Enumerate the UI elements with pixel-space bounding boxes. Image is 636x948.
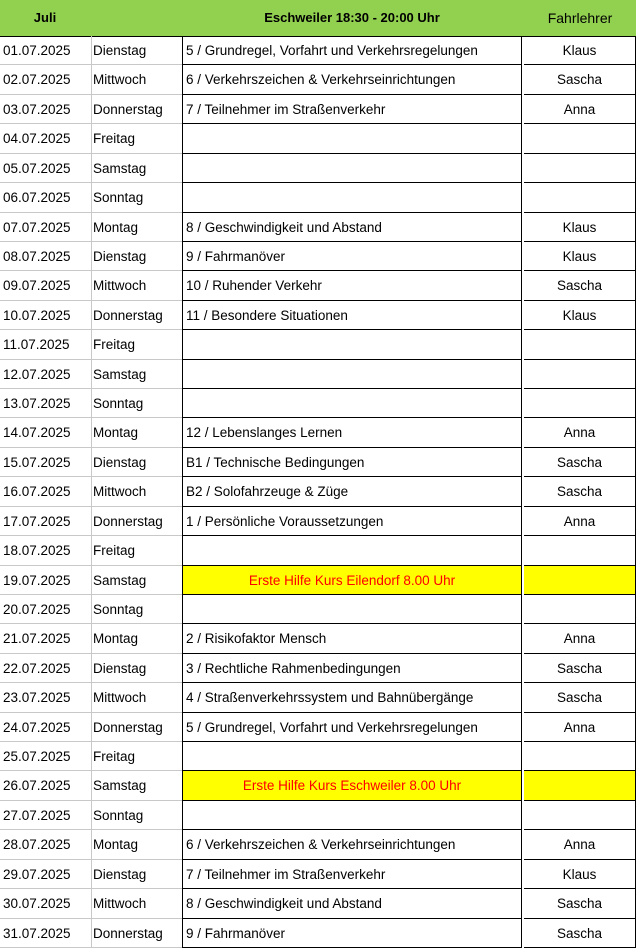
header-row [0,0,636,37]
topic-cell: 6 / Verkehrszeichen & Verkehrseinrichtungen [182,65,522,94]
table-row [0,624,636,653]
day-cell: Mittwoch [93,278,147,294]
teacher-cell: Sascha [524,477,636,506]
teacher-cell [524,801,636,830]
table-row [0,801,636,830]
date-cell: 16.07.2025 [3,484,71,500]
table-row [0,271,636,300]
teacher-cell [524,154,636,183]
topic-cell: 6 / Verkehrszeichen & Verkehrseinrichtungen [182,830,522,859]
date-cell: 02.07.2025 [3,72,71,88]
teacher-cell [524,124,636,153]
teacher-cell: Anna [524,624,636,653]
table-row [0,330,636,359]
date-cell: 27.07.2025 [3,807,71,823]
table-row [0,301,636,330]
table-row [0,889,636,918]
date-cell: 11.07.2025 [3,337,70,353]
date-cell: 18.07.2025 [3,543,71,559]
table-row [0,418,636,447]
location-header: Eschweiler 18:30 - 20:00 Uhr [264,10,440,25]
date-cell: 10.07.2025 [3,307,71,323]
teacher-cell: Sascha [524,889,636,918]
date-cell: 13.07.2025 [3,396,71,412]
topic-cell: B1 / Technische Bedingungen [182,448,522,477]
day-cell: Mittwoch [93,690,147,706]
table-row [0,448,636,477]
date-cell: 22.07.2025 [3,660,71,676]
day-cell: Samstag [93,572,147,588]
date-cell: 29.07.2025 [3,866,71,882]
table-row [0,771,636,800]
teacher-header: Fahrlehrer [547,10,613,26]
teacher-cell: Klaus [524,36,636,65]
topic-cell: Erste Hilfe Kurs Eilendorf 8.00 Uhr [182,566,522,595]
day-cell: Donnerstag [93,719,163,735]
day-cell: Freitag [93,543,136,559]
topic-cell: 10 / Ruhender Verkehr [182,271,522,300]
table-row [0,742,636,771]
day-cell: Donnerstag [93,925,163,941]
day-cell: Samstag [93,366,147,382]
table-row [0,860,636,889]
teacher-cell [524,771,636,800]
topic-cell: 5 / Grundregel, Vorfahrt und Verkehrsregelungen [182,36,522,65]
day-cell: Sonntag [93,807,144,823]
date-cell: 26.07.2025 [3,778,71,794]
date-cell: 12.07.2025 [3,366,71,382]
teacher-cell: Sascha [524,448,636,477]
table-row [0,566,636,595]
topic-cell [182,154,522,183]
table-row [0,213,636,242]
day-cell: Sonntag [93,190,144,206]
day-cell: Donnerstag [93,513,163,529]
table-row [0,65,636,94]
topic-cell: 7 / Teilnehmer im Straßenverkehr [182,860,522,889]
teacher-cell [524,330,636,359]
topic-cell: 4 / Straßenverkehrssystem und Bahnübergänge [182,683,522,712]
day-cell: Montag [93,631,139,647]
teacher-cell: Anna [524,830,636,859]
table-row [0,713,636,742]
topic-cell: 9 / Fahrmanöver [182,919,522,948]
teacher-cell: Sascha [524,271,636,300]
date-cell: 05.07.2025 [3,160,71,176]
date-cell: 21.07.2025 [3,631,71,647]
teacher-cell: Klaus [524,860,636,889]
day-cell: Donnerstag [93,307,163,323]
day-cell: Sonntag [93,601,144,617]
table-row [0,507,636,536]
date-cell: 08.07.2025 [3,248,71,264]
table-row [0,919,636,948]
date-cell: 07.07.2025 [3,219,71,235]
date-cell: 01.07.2025 [3,43,71,58]
table-row [0,389,636,418]
topic-cell: 3 / Rechtliche Rahmenbedingungen [182,654,522,683]
day-cell: Montag [93,837,139,853]
day-cell: Dienstag [93,248,147,264]
day-cell: Samstag [93,160,147,176]
table-row [0,183,636,212]
topic-cell [182,595,522,624]
topic-cell [182,124,522,153]
day-cell: Donnerstag [93,101,163,117]
table-row [0,124,636,153]
day-cell: Montag [93,219,139,235]
date-cell: 23.07.2025 [3,690,71,706]
table-row [0,477,636,506]
topic-cell: 9 / Fahrmanöver [182,242,522,271]
topic-cell: 11 / Besondere Situationen [182,301,522,330]
day-cell: Dienstag [93,43,147,58]
day-cell: Mittwoch [93,484,147,500]
date-cell: 20.07.2025 [3,601,71,617]
topic-cell: 5 / Grundregel, Vorfahrt und Verkehrsregelungen [182,713,522,742]
date-cell: 24.07.2025 [3,719,71,735]
date-cell: 14.07.2025 [3,425,71,441]
topic-cell: 2 / Risikofaktor Mensch [182,624,522,653]
date-cell: 19.07.2025 [3,572,71,588]
topic-cell: B2 / Solofahrzeuge & Züge [182,477,522,506]
date-cell: 06.07.2025 [3,190,71,206]
date-cell: 28.07.2025 [3,837,71,853]
teacher-cell: Anna [524,713,636,742]
topic-cell: Erste Hilfe Kurs Eschweiler 8.00 Uhr [182,771,522,800]
topic-cell: 12 / Lebenslanges Lernen [182,418,522,447]
teacher-cell [524,183,636,212]
day-cell: Mittwoch [93,896,147,912]
gridline [91,36,92,948]
topic-cell: 1 / Persönliche Voraussetzungen [182,507,522,536]
topic-cell: 8 / Geschwindigkeit und Abstand [182,213,522,242]
topic-cell [182,389,522,418]
teacher-cell [524,389,636,418]
teacher-cell: Klaus [524,301,636,330]
date-cell: 30.07.2025 [3,896,71,912]
table-row [0,95,636,124]
date-cell: 15.07.2025 [3,454,71,470]
teacher-cell [524,360,636,389]
topic-cell [182,536,522,565]
topic-cell: 8 / Geschwindigkeit und Abstand [182,889,522,918]
table-row [0,242,636,271]
topic-cell [182,183,522,212]
teacher-cell [524,566,636,595]
table-row [0,654,636,683]
day-cell: Freitag [93,131,136,147]
day-cell: Freitag [93,749,136,765]
day-cell: Dienstag [93,660,147,676]
date-cell: 31.07.2025 [3,925,71,941]
day-cell: Freitag [93,337,136,353]
teacher-cell: Anna [524,95,636,124]
day-cell: Dienstag [93,866,147,882]
teacher-cell [524,536,636,565]
date-cell: 25.07.2025 [3,749,71,765]
day-cell: Samstag [93,778,147,794]
teacher-cell: Sascha [524,919,636,948]
topic-cell [182,360,522,389]
topic-cell [182,330,522,359]
day-cell: Mittwoch [93,72,147,88]
topic-cell: 7 / Teilnehmer im Straßenverkehr [182,95,522,124]
teacher-cell: Anna [524,418,636,447]
day-cell: Dienstag [93,454,147,470]
date-cell: 03.07.2025 [3,101,71,117]
table-row [0,154,636,183]
table-row [0,830,636,859]
teacher-cell [524,742,636,771]
date-cell: 17.07.2025 [3,513,71,529]
teacher-cell: Sascha [524,65,636,94]
teacher-cell: Klaus [524,242,636,271]
table-row [0,683,636,712]
teacher-cell: Klaus [524,213,636,242]
teacher-cell [524,595,636,624]
table-row [0,536,636,565]
date-cell: 09.07.2025 [3,278,71,294]
table-row [0,360,636,389]
table-row [0,595,636,624]
teacher-cell: Sascha [524,654,636,683]
day-cell: Sonntag [93,396,144,412]
date-cell: 04.07.2025 [3,131,71,147]
teacher-cell: Sascha [524,683,636,712]
day-cell: Montag [93,425,139,441]
month-header: Juli [33,10,57,25]
table-row [0,36,636,65]
teacher-cell: Anna [524,507,636,536]
topic-cell [182,801,522,830]
topic-cell [182,742,522,771]
